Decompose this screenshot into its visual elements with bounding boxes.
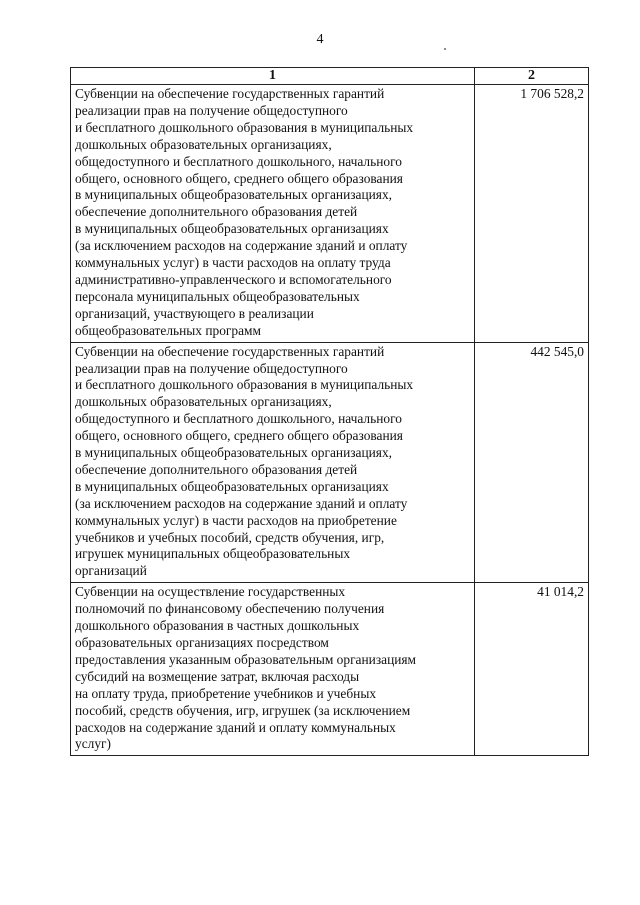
table-row [71,342,589,583]
row-description: Субвенции на обеспечение государственных гарантий реализации прав на получение общедоступного и бесплатного дошкольного образования в муниципальных дошкольных образовательных организациях, общедоступного и бесплатного дошкольного, начального общего, основного общего, среднего общего образования в муниципальных общеобразовательных организациях, обеспечение дополнительного образования детей в муниципальных общеобразовательных организациях (за исключением расходов на содержание зданий и оплату коммунальных услуг) в части расходов на оплату труда административно-управленческого и вспомогательного персонала муниципальных общеобразовательных организаций, участвующего в реализации общеобразовательных программ [71,85,475,343]
row-amount: 442 545,0 [475,342,589,583]
column-header-2: 2 [475,68,589,85]
column-header-1: 1 [71,68,475,85]
subventions-table [70,67,589,756]
row-description: Субвенции на обеспечение государственных гарантий реализации прав на получение общедоступного и бесплатного дошкольного образования в муниципальных дошкольных образовательных организациях, общедоступного и бесплатного дошкольного, начального общего, основного общего, среднего общего образования в муниципальных общеобразовательных организациях, обеспечение дополнительного образования детей в муниципальных общеобразовательных организациях (за исключением расходов на содержание зданий и оплату коммунальных услуг) в части расходов на приобретение учебников и учебных пособий, средств обучения, игр, игрушек муниципальных общеобразовательных организаций [71,342,475,583]
page-number: 4 [316,32,324,47]
table-row [71,85,589,343]
row-amount: 1 706 528,2 [475,85,589,343]
table-header-row [71,68,589,85]
row-amount: 41 014,2 [475,583,589,756]
row-description: Субвенции на осуществление государственных полномочий по финансовому обеспечению получения дошкольного образования в частных дошкольных образовательных организациях посредством предоставления указанным образовательным организациям субсидий на возмещение затрат, включая расходы на оплату труда, приобретение учебников и учебных пособий, средств обучения, игр, игрушек (за исключением расходов на содержание зданий и оплату коммунальных услуг) [71,583,475,756]
table-row [71,583,589,756]
scan-speck [444,48,446,50]
